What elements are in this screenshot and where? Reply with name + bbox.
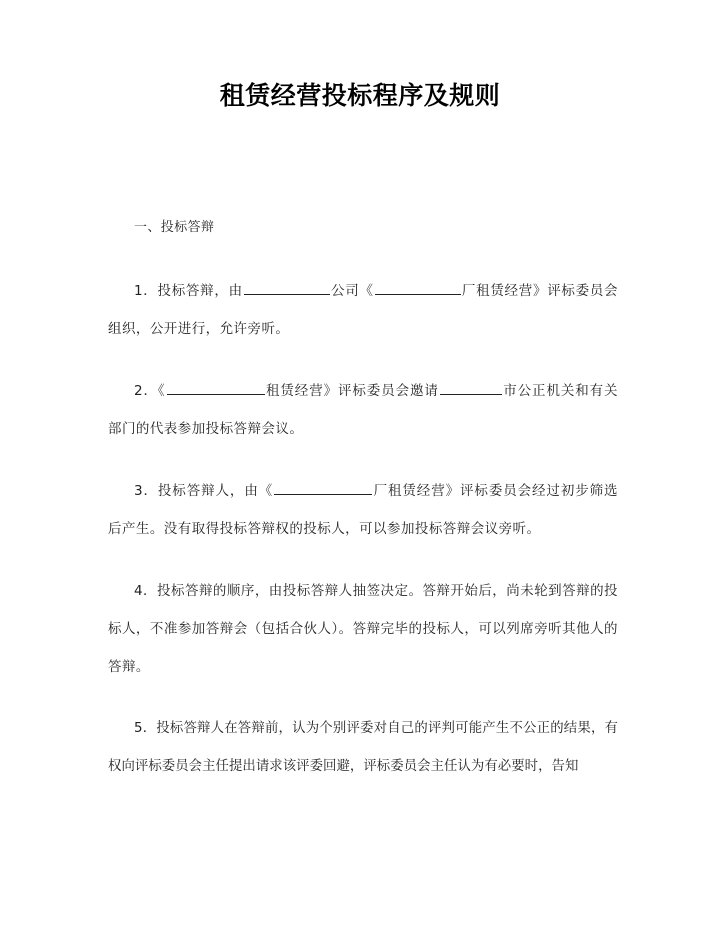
paragraph-2-text-c: 市公正机关和有关部门的代表参加投标答辩会议。 <box>108 383 618 437</box>
paragraph-1-text-b: 公司《 <box>330 283 374 299</box>
paragraph-2-number: 2． <box>134 383 158 399</box>
paragraph-5 <box>108 710 618 786</box>
fill-in-blank-lease-name[interactable] <box>167 380 265 395</box>
paragraph-5-text: 投标答辩人在答辩前，认为个别评委对自己的评判可能产生不公正的结果，有权向评标委员会主任提出请求该评委回避，评标委员会主任认为有必要时，告知 <box>108 721 618 774</box>
paragraph-2 <box>108 372 618 448</box>
paragraph-1-text-a: 投标答辩，由 <box>157 283 243 299</box>
paragraph-3-number: 3． <box>134 483 158 499</box>
paragraph-3-text-a: 投标答辩人，由《 <box>157 483 274 499</box>
section-heading-1: 一、投标答辩 <box>134 220 215 235</box>
paragraph-4-number: 4． <box>134 583 158 599</box>
paragraph-3 <box>108 472 618 548</box>
fill-in-blank-factory-2[interactable] <box>274 480 372 495</box>
fill-in-blank-factory[interactable] <box>375 280 461 295</box>
document-body <box>108 218 618 810</box>
fill-in-blank-company[interactable] <box>244 280 330 295</box>
paragraph-5-number: 5． <box>134 721 157 736</box>
paragraph-2-text-a: 《 <box>157 383 166 399</box>
paragraph-4 <box>108 572 618 686</box>
paragraph-2-text-b: 租赁经营》评标委员会邀请 <box>265 383 439 399</box>
paragraph-1-number: 1． <box>134 283 158 299</box>
paragraph-1 <box>108 272 618 348</box>
paragraph-4-text: 投标答辩的顺序，由投标答辩人抽签决定。答辩开始后，尚未轮到答辩的投标人，不准参加答辩会（包括合伙人）。答辩完毕的投标人，可以列席旁听其他人的答辩。 <box>108 583 618 675</box>
fill-in-blank-city[interactable] <box>440 380 502 395</box>
paragraph-1-text-c: 厂租赁经营》评标委员会组织，公开进行，允许旁听。 <box>108 283 618 337</box>
paragraph-3-text-b: 厂租赁经营》评标委员会经过初步筛选后产生。没有取得投标答辩权的投标人，可以参加投标答辩会议旁听。 <box>108 483 618 537</box>
page-title: 租赁经营投标程序及规则 <box>219 81 501 110</box>
